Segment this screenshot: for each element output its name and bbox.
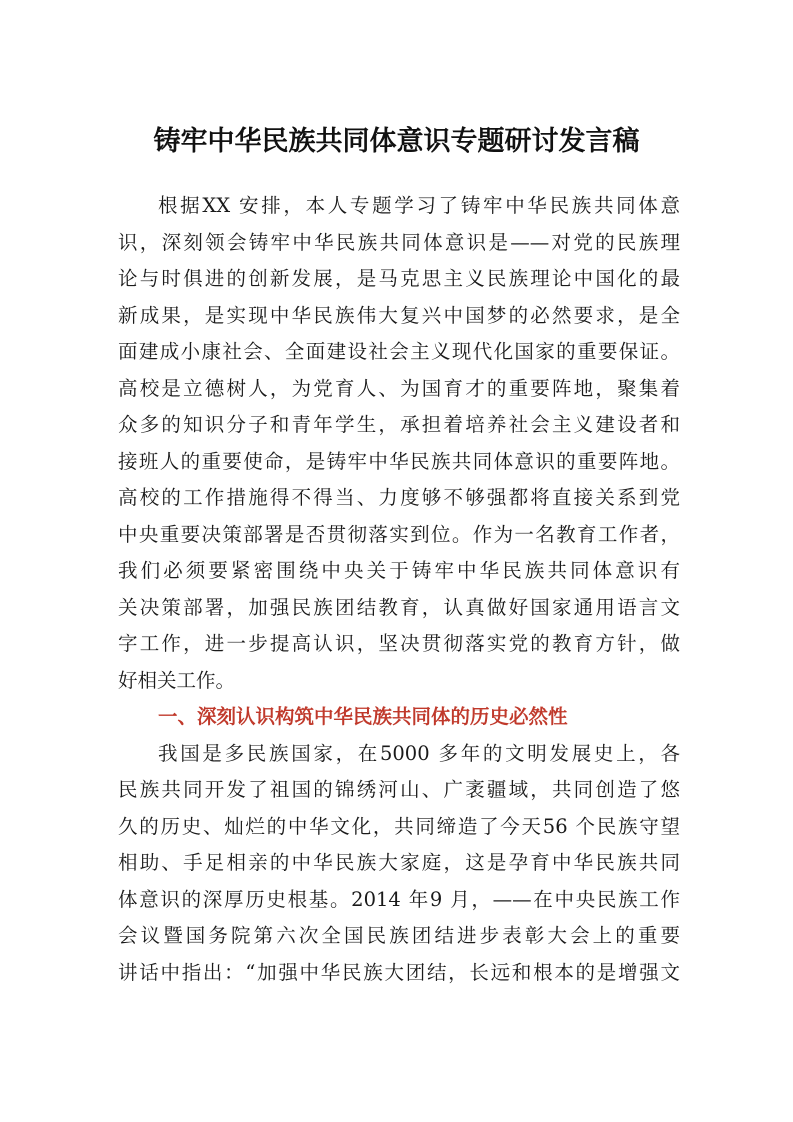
paragraph-line: 会议暨国务院第六次全国民族团结进步表彰大会上的重要 [118, 924, 680, 947]
document-title: 铸牢中华民族共同体意识专题研讨发言稿 [153, 126, 640, 157]
paragraph-line: 讲话中指出：“加强中华民族大团结，长远和根本的是增强文 [118, 960, 680, 984]
paragraph-1 [118, 188, 680, 699]
paragraph-line: 接班人的重要使命，是铸牢中华民族共同体意识的重要阵地。 [118, 449, 680, 473]
paragraph-2 [118, 736, 680, 992]
paragraph-line: 高校的工作措施得不得当、力度够不够强都将直接关系到党 [118, 486, 680, 509]
paragraph-line: 识，深刻领会铸牢中华民族共同体意识是——对党的民族理 [118, 230, 680, 254]
paragraph-line: 中央重要决策部署是否贯彻落实到位。作为一名教育工作者， [118, 522, 680, 546]
paragraph-line: 我国是多民族国家，在5000 多年的文明发展史上，各 [158, 741, 680, 765]
paragraph-line: 高校是立德树人，为党育人、为国育才的重要阵地，聚集着 [118, 376, 680, 400]
section-heading-1: 一、深刻认识构筑中华民族共同体的历史必然性 [158, 705, 568, 728]
paragraph-line: 面建成小康社会、全面建设社会主义现代化国家的重要保证。 [118, 340, 680, 363]
paragraph-line: 我们必须要紧密围绕中央关于铸牢中华民族共同体意识有 [118, 559, 680, 582]
paragraph-line: 根据XX 安排，本人专题学习了铸牢中华民族共同体意 [158, 194, 680, 217]
paragraph-line: 体意识的深厚历史根基。2014 年9 月，——在中央民族工作 [118, 887, 680, 911]
document-body [118, 188, 680, 991]
paragraph-line: 民族共同开发了祖国的锦绣河山、广袤疆域，共同创造了悠 [118, 778, 680, 801]
paragraph-line: 相助、手足相亲的中华民族大家庭，这是孕育中华民族共同 [118, 851, 680, 874]
paragraph-line: 论与时俱进的创新发展，是马克思主义民族理论中国化的最 [118, 267, 680, 290]
paragraph-line: 关决策部署，加强民族团结教育，认真做好国家通用语言文 [118, 595, 680, 619]
paragraph-line: 好相关工作。 [118, 668, 236, 692]
paragraph-line: 字工作，进一步提高认识，坚决贯彻落实党的教育方针，做 [118, 632, 680, 655]
paragraph-line: 久的历史、灿烂的中华文化，共同缔造了今天56 个民族守望 [118, 814, 680, 838]
paragraph-line: 新成果，是实现中华民族伟大复兴中国梦的必然要求，是全 [118, 303, 680, 327]
paragraph-line: 众多的知识分子和青年学生，承担着培养社会主义建设者和 [118, 413, 680, 436]
